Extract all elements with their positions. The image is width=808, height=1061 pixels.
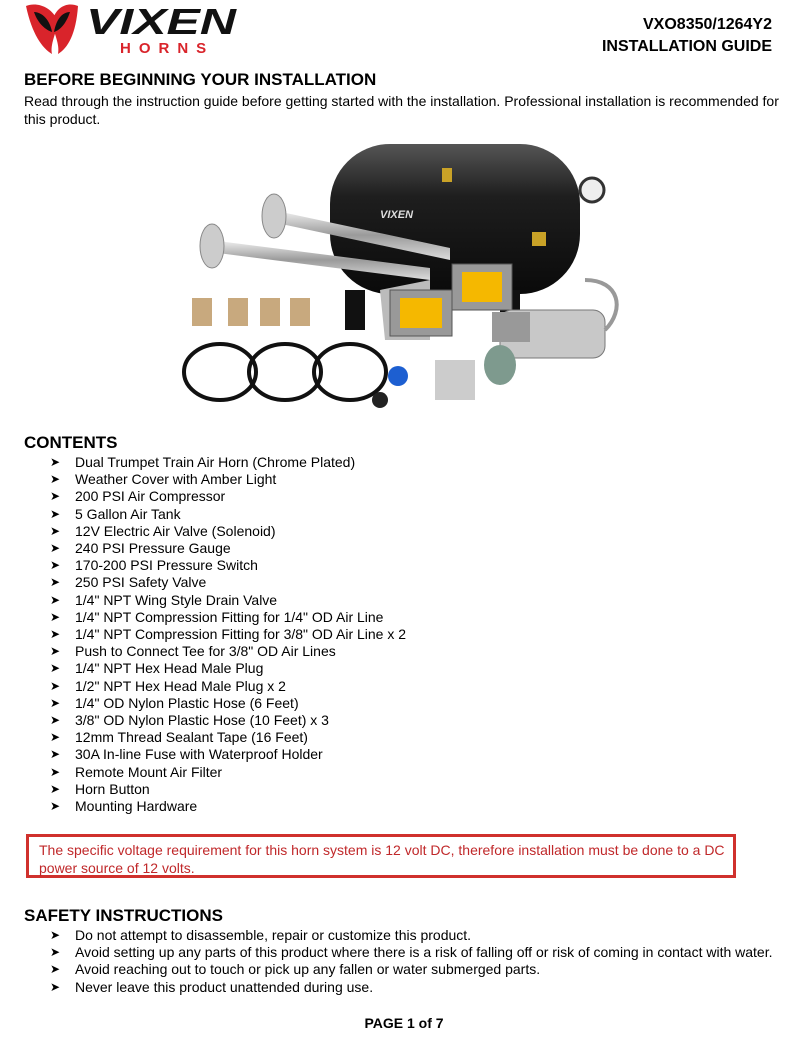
- list-item: ➤ 1/4" NPT Compression Fitting for 3/8" OD Air Line x 2: [50, 626, 407, 643]
- list-item: ➤ 1/4" OD Nylon Plastic Hose (6 Feet): [50, 694, 299, 711]
- before-text: Read through the instruction guide before getting started with the installation. Professional installation is recommended for this product.: [24, 93, 779, 127]
- arrow-bullet-icon: ➤: [50, 799, 61, 814]
- list-item: ➤ 170-200 PSI Pressure Switch: [50, 557, 258, 574]
- tank-logo: VIXEN: [380, 209, 414, 221]
- arrow-bullet-icon: ➤: [50, 472, 61, 487]
- model-number: VXO8350/1264Y2: [643, 16, 772, 33]
- arrow-bullet-icon: ➤: [50, 627, 61, 642]
- list-item: ➤ 1/2" NPT Hex Head Male Plug x 2: [50, 677, 286, 694]
- list-item: ➤ Do not attempt to disassemble, repair or customize this product.: [50, 927, 472, 943]
- list-item: ➤ Push to Connect Tee for 3/8" OD Air Lines: [50, 643, 336, 660]
- arrow-bullet-icon: ➤: [50, 713, 61, 728]
- list-item: ➤ 1/4" NPT Wing Style Drain Valve: [50, 591, 278, 608]
- arrow-bullet-icon: ➤: [50, 592, 61, 607]
- safety-heading: SAFETY INSTRUCTIONS: [24, 906, 223, 925]
- list-item: ➤ Horn Button: [50, 780, 150, 797]
- list-item: ➤ 250 PSI Safety Valve: [50, 574, 207, 591]
- arrow-bullet-icon: ➤: [50, 609, 61, 624]
- voltage-warning-box: [26, 834, 736, 878]
- arrow-bullet-icon: ➤: [50, 695, 61, 710]
- list-item: ➤ 1/4" NPT Compression Fitting for 1/4" OD Air Line: [50, 608, 384, 625]
- list-item: ➤ 12V Electric Air Valve (Solenoid): [50, 522, 276, 539]
- list-item: ➤ Dual Trumpet Train Air Horn (Chrome Plated): [50, 454, 356, 470]
- arrow-bullet-icon: ➤: [50, 661, 61, 676]
- arrow-bullet-icon: ➤: [50, 523, 61, 538]
- list-item: ➤ 200 PSI Air Compressor: [50, 488, 226, 505]
- horn-button-icon: [372, 392, 388, 408]
- list-item: ➤ 1/4" NPT Hex Head Male Plug: [50, 660, 264, 677]
- arrow-bullet-icon: ➤: [50, 979, 61, 994]
- air-hoses: [184, 344, 386, 400]
- voltage-warning-text: The specific voltage requirement for this horn system is 12 volt DC, therefore installation must be done to a DC power source of 12 volts.: [39, 842, 725, 876]
- arrow-bullet-icon: ➤: [50, 489, 61, 504]
- arrow-bullet-icon: ➤: [50, 928, 61, 942]
- vixen-horns-logo: [22, 0, 242, 58]
- arrow-bullet-icon: ➤: [50, 962, 61, 977]
- safety-list: [50, 927, 773, 996]
- arrow-bullet-icon: ➤: [50, 575, 61, 590]
- list-item: ➤ Mounting Hardware: [50, 798, 198, 815]
- product-image: [180, 140, 620, 420]
- contents-heading: CONTENTS: [24, 433, 118, 452]
- arrow-bullet-icon: ➤: [50, 730, 61, 745]
- list-item: ➤ Never leave this product unattended during use.: [50, 978, 374, 995]
- pressure-gauge-icon: [580, 178, 604, 202]
- page-number: PAGE 1 of 7: [364, 1015, 444, 1031]
- list-item: ➤ Weather Cover with Amber Light: [50, 471, 277, 488]
- list-item: ➤ 12mm Thread Sealant Tape (16 Feet): [50, 729, 308, 746]
- arrow-bullet-icon: ➤: [50, 781, 61, 796]
- contents-list: [50, 454, 406, 815]
- list-item: ➤ Remote Mount Air Filter: [50, 763, 223, 780]
- arrow-bullet-icon: ➤: [50, 558, 61, 573]
- list-item: ➤ Avoid reaching out to touch or pick up any fallen or water submerged parts.: [50, 961, 541, 978]
- arrow-bullet-icon: ➤: [50, 945, 61, 960]
- list-item: ➤ 30A In-line Fuse with Waterproof Holder: [50, 746, 323, 763]
- list-item: ➤ 5 Gallon Air Tank: [50, 505, 181, 522]
- arrow-bullet-icon: ➤: [50, 644, 61, 659]
- brand-sub: HORNS: [120, 40, 215, 57]
- list-item: ➤ 240 PSI Pressure Gauge: [50, 540, 231, 557]
- arrow-bullet-icon: ➤: [50, 764, 61, 779]
- list-item: ➤ Avoid setting up any parts of this product where there is a risk of falling off or risk of coming in contact with water.: [50, 944, 773, 961]
- list-item: ➤ 3/8" OD Nylon Plastic Hose (10 Feet) x 3: [50, 712, 329, 729]
- horn-emblem-icon: [26, 5, 78, 54]
- arrow-bullet-icon: ➤: [50, 455, 61, 469]
- guide-title: INSTALLATION GUIDE: [601, 38, 772, 55]
- arrow-bullet-icon: ➤: [50, 541, 61, 556]
- brand-word: VIXEN: [86, 1, 238, 42]
- document-id: [602, 14, 772, 58]
- sealant-tape-icon: [388, 366, 408, 386]
- arrow-bullet-icon: ➤: [50, 747, 61, 762]
- arrow-bullet-icon: ➤: [50, 506, 61, 521]
- arrow-bullet-icon: ➤: [50, 678, 61, 693]
- before-heading: BEFORE BEGINNING YOUR INSTALLATION: [24, 70, 377, 89]
